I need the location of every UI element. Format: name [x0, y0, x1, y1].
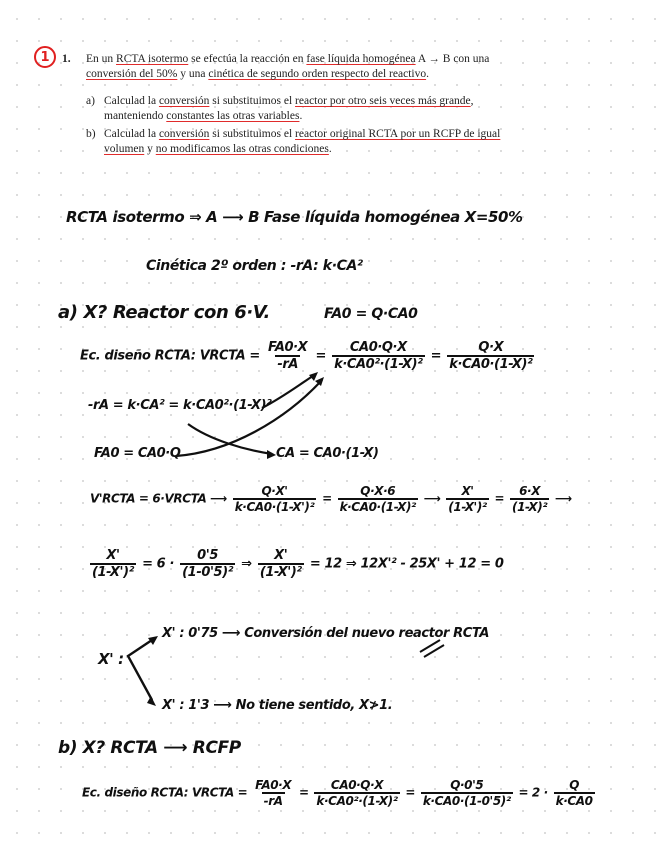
denominator: (1-X')² — [259, 565, 302, 580]
text: . — [328, 143, 332, 155]
new-volume-equation — [90, 484, 572, 514]
text: y — [144, 143, 156, 155]
solution-valid: X' : 0'75 ⟶ Conversión del nuevo reactor RCTA — [162, 626, 490, 641]
concentration-expression: CA = CA0·(1-X) — [276, 446, 379, 461]
underlined-text: cinética de segundo orden respecto del reactivo — [208, 68, 427, 80]
rate-expression: -rA = k·CA² = k·CA0²·(1-X)² — [88, 398, 272, 413]
equation-label: Ec. diseño RCTA: — [80, 348, 196, 364]
numerator: X' — [106, 548, 120, 563]
fraction — [554, 778, 595, 808]
note-header-line: RCTA isotermo ⇒ A ⟶ B Fase líquida homogénea X=50% — [66, 208, 523, 226]
equals: = — [430, 348, 442, 364]
equation-label: Ec. diseño RCTA: — [82, 785, 189, 800]
denominator: k·CA0·(1-X)² — [449, 357, 533, 372]
numerator: CA0·Q·X — [349, 340, 407, 355]
equals: = — [298, 785, 309, 800]
equals: = — [405, 785, 416, 800]
numerator: Q·X' — [261, 484, 288, 498]
underlined-text: fase líquida homogénea — [306, 53, 416, 65]
part-a-heading: a) X? Reactor con 6·V. — [58, 302, 270, 323]
fraction — [233, 484, 317, 514]
solution-invalid: X' : 1'3 ⟶ No tiene sentido, X≯1. — [162, 698, 393, 713]
equation-term: V'RCTA = 6·VRCTA ⟶ — [90, 491, 227, 506]
denominator: k·CA0²·(1-X)² — [334, 357, 423, 372]
numerator: CA0·Q·X — [330, 778, 384, 792]
numerator: FA0·X — [268, 340, 308, 355]
denominator: (1-X')² — [448, 500, 487, 514]
underlined-text: conversión — [158, 95, 210, 107]
rate-substitution-arrow — [262, 374, 316, 408]
problem-number: 1. — [62, 53, 71, 65]
part-label: b) — [86, 128, 96, 140]
quadratic-equation — [88, 548, 503, 580]
note-kinetics-line: Cinética 2º orden : -rA: k·CA² — [146, 258, 363, 274]
arrowhead — [147, 696, 156, 706]
text: En un — [86, 53, 117, 65]
equals: = — [322, 491, 332, 506]
numerator: Q·X — [478, 340, 504, 355]
underlined-text: constantes las otras variables — [166, 110, 300, 122]
fraction — [253, 778, 293, 808]
fraction — [510, 484, 549, 514]
equation-term: = 2 · — [518, 785, 548, 800]
denominator: k·CA0·(1-X)² — [339, 500, 416, 514]
text: se efectúa la reacción en — [188, 53, 307, 65]
denominator: k·CA0 — [555, 794, 593, 808]
fraction — [180, 548, 235, 580]
flow-substitution-arrow — [176, 380, 322, 456]
part-label: a) — [86, 95, 95, 107]
equation-term: = 12 ⇒ 12X'² - 25X' + 12 = 0 — [309, 556, 504, 572]
arrowhead — [309, 372, 318, 381]
numerator: X' — [274, 548, 288, 563]
fraction — [421, 778, 513, 808]
denominator: k·CA0²·(1-X)² — [316, 794, 398, 808]
solutions-brace — [128, 640, 152, 700]
denominator: k·CA0·(1-0'5)² — [422, 794, 511, 808]
underlined-text: conversión del 50% — [86, 68, 178, 80]
design-equation-rcta-b — [82, 778, 597, 808]
text: si substituimos el — [209, 95, 296, 107]
denominator: (1-X)² — [511, 500, 548, 514]
numerator: FA0·X — [255, 778, 292, 792]
underlined-text: reactor por otro seis veces más grande — [295, 95, 471, 107]
underlined-text: no modificamos las otras condiciones — [155, 143, 329, 155]
equation-term: VRCTA = — [199, 348, 260, 364]
implies: ⇒ — [241, 556, 252, 572]
text: Calculad la — [104, 128, 159, 140]
denominator: -rA — [263, 794, 283, 808]
red-circle-marker: 1 — [34, 46, 56, 68]
fraction — [90, 548, 136, 580]
underlined-text: reactor original RCTA por un RCFP de igual volumen — [104, 128, 501, 155]
denominator: k·CA0·(1-X')² — [234, 500, 315, 514]
underlined-text: conversión — [158, 128, 210, 140]
equation-term: = 6 · — [142, 556, 174, 572]
text: y una — [177, 68, 209, 80]
text: , manteniendo — [104, 95, 474, 122]
numerator: Q — [569, 778, 579, 792]
fraction — [446, 484, 488, 514]
arrowhead — [267, 450, 276, 459]
numerator: 0'5 — [197, 548, 219, 563]
text: Calculad la — [104, 95, 159, 107]
equals: = — [494, 491, 505, 506]
text: . — [426, 68, 429, 80]
numerator: Q·0'5 — [450, 778, 484, 792]
arrow: ⟶ — [423, 491, 441, 506]
denominator: (1-X')² — [92, 565, 134, 580]
denominator: -rA — [277, 357, 298, 372]
part-b-heading: b) X? RCTA ⟶ RCFP — [58, 738, 241, 758]
underlined-text: RCTA isotermo — [116, 53, 189, 65]
numerator: 6·X — [519, 484, 541, 498]
arrow: ⟶ — [554, 491, 572, 506]
equals: = — [315, 348, 326, 364]
fraction — [258, 548, 304, 580]
numerator: Q·X·6 — [360, 484, 396, 498]
equation-term: VRCTA = — [192, 785, 248, 800]
text: si substituimos el — [209, 128, 296, 140]
text: . — [299, 110, 303, 122]
text: A → B con una — [415, 53, 490, 65]
denominator: (1-0'5)² — [182, 565, 234, 580]
fraction — [314, 778, 399, 808]
molar-flow-note: FA0 = Q·CA0 — [324, 306, 418, 322]
solutions-label: X' : — [98, 650, 124, 668]
fraction — [338, 484, 418, 514]
numerator: X' — [461, 484, 474, 498]
molar-flow-expression: FA0 = CA0·Q — [94, 446, 181, 461]
